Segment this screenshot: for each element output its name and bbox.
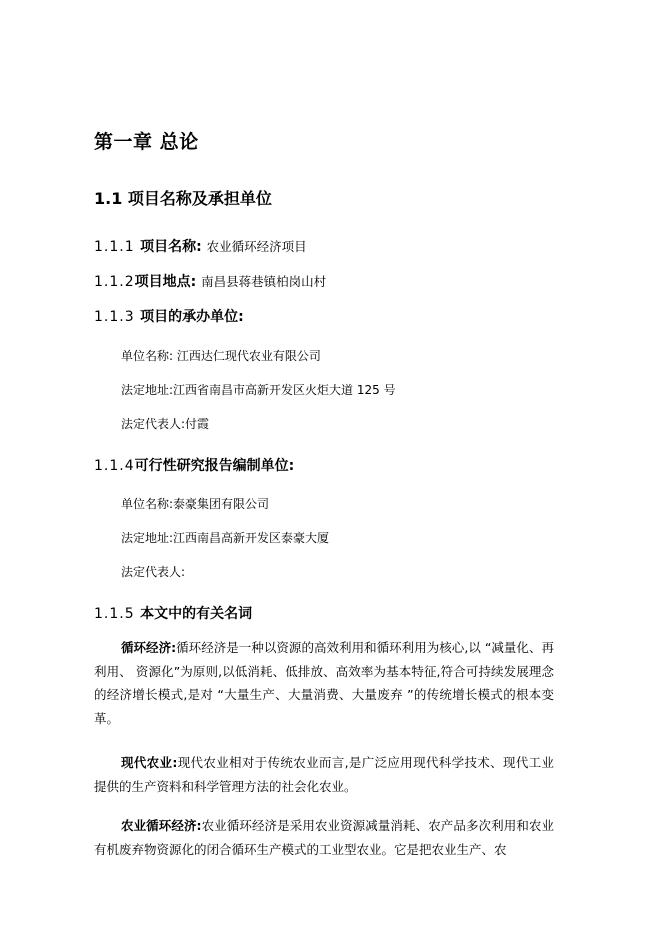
heading-number: 1.1.2 <box>94 274 135 290</box>
term-definition: 循环经济是一种以资源的高效利用和循环利用为核心,以 “减量化、再利用、 资源化”为原则,以低消耗、低排放、高效率为基本特征,符合可持续发展理念的经济增长模式,是对 “大量生产、大量消费、大量废弃 ”的传统增长模式的根本变革。 <box>94 640 554 726</box>
heading-label: 可行性研究报告编制单位: <box>134 458 295 474</box>
section-heading-1-1: 1.1 项目名称及承担单位 <box>94 189 272 208</box>
compiler-representative: 法定代表人: <box>121 565 186 579</box>
undertaker-representative: 法定代表人:付霞 <box>121 417 210 431</box>
compiler-name: 单位名称:泰豪集团有限公司 <box>121 497 270 511</box>
heading-1-1-1 <box>94 236 307 256</box>
term-label: 循环经济: <box>121 640 177 655</box>
project-location-value: 南昌县蒋巷镇柏岗山村 <box>201 274 327 289</box>
term-definition: 农业循环经济是采用农业资源减量消耗、农产品多次利用和农业有机废弃物资源化的闭合循环生产模式的工业型农业。它是把农业生产、农 <box>94 818 554 857</box>
heading-1-1-2 <box>94 271 326 291</box>
term-definition: 现代农业相对于传统农业而言,是广泛应用现代科学技术、现代工业提供的生产资料和科学管理方法的社会化农业。 <box>94 755 554 794</box>
term-label: 农业循环经济: <box>121 818 202 833</box>
heading-1-1-4 <box>94 455 294 475</box>
compiler-address: 法定地址:江西南昌高新开发区泰豪大厦 <box>121 531 330 545</box>
heading-number: 1.1.4 <box>94 458 135 474</box>
heading-label: 项目的承办单位: <box>140 309 244 325</box>
undertaker-name: 单位名称: 江西达仁现代农业有限公司 <box>121 349 321 363</box>
chapter-title: 第一章 总论 <box>94 131 199 153</box>
heading-number: 1.1.1 <box>94 239 141 255</box>
heading-1-1-5 <box>94 603 252 623</box>
heading-label: 本文中的有关名词 <box>140 606 253 622</box>
term-label: 现代农业: <box>121 755 178 770</box>
heading-number: 1.1.3 <box>94 309 141 325</box>
heading-number: 1.1.5 <box>94 606 141 622</box>
term-paragraph-agri-circular-economy <box>94 814 554 861</box>
undertaker-address: 法定地址:江西省南昌市高新开发区火炬大道 125 号 <box>121 383 396 397</box>
project-name-value: 农业循环经济项目 <box>206 239 307 254</box>
heading-1-1-3 <box>94 306 244 326</box>
heading-label: 项目名称: <box>140 239 202 255</box>
term-paragraph-circular-economy <box>94 636 554 730</box>
heading-label: 项目地点: <box>134 274 197 290</box>
term-paragraph-modern-agriculture <box>94 751 554 798</box>
